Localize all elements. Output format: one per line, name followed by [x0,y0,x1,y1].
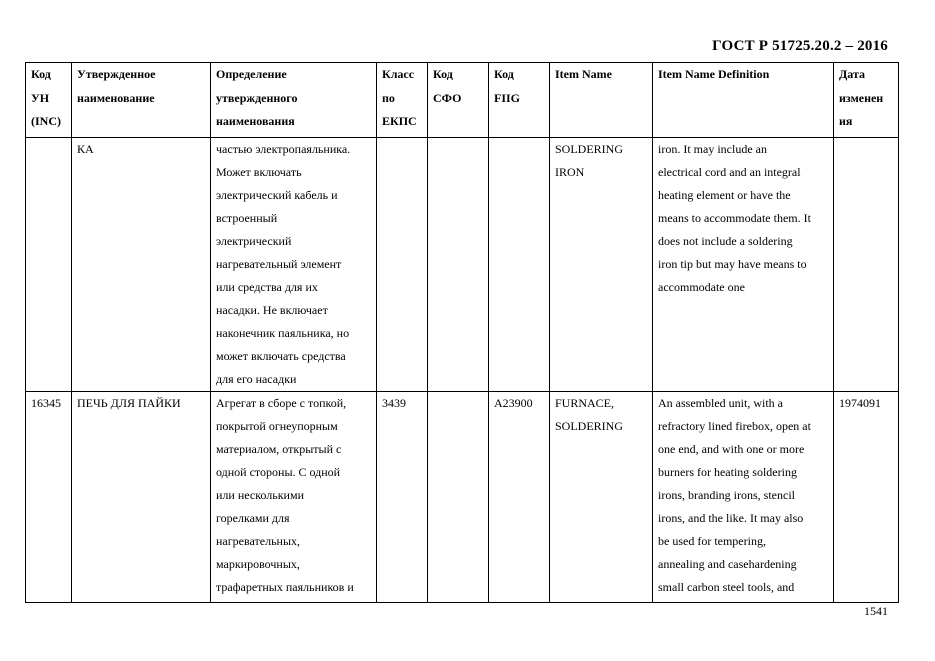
cell-item-name: SOLDERING IRON [550,138,653,392]
table-row [26,138,899,392]
cell-date: 1974091 [834,392,899,603]
cell-inc: 16345 [26,392,72,603]
table-row [26,392,899,603]
cell-fiig-code [489,138,550,392]
table-header-row [26,63,899,138]
header-item-name: Item Name [550,63,653,138]
cell-inc [26,138,72,392]
inc-table [25,62,899,603]
header-approved-name: Утвержденное наименование [72,63,211,138]
cell-definition: частью электропаяльника. Может включать электрический кабель и встроенный электрический нагревательный элемент или средства для их насадки. Не включает наконечник паяльника, но может включать средства для его насадки [211,138,377,392]
cell-date [834,138,899,392]
cell-sfo-code [428,138,489,392]
header-sfo-code: Код СФО [428,63,489,138]
cell-approved-name: ПЕЧЬ ДЛЯ ПАЙКИ [72,392,211,603]
cell-ekps-class [377,138,428,392]
cell-definition: Агрегат в сборе с топкой, покрытой огнеупорным материалом, открытый с одной стороны. С одной или несколькими горелками для нагревательных, маркировочных, трафаретных паяльников и [211,392,377,603]
header-definition: Определение утвержденного наименования [211,63,377,138]
cell-sfo-code [428,392,489,603]
header-fiig-code: Код FIIG [489,63,550,138]
header-date: Дата изменен ия [834,63,899,138]
header-ekps-class: Класс по ЕКПС [377,63,428,138]
header-item-name-definition: Item Name Definition [653,63,834,138]
document-standard-header: ГОСТ Р 51725.20.2 – 2016 [712,38,888,54]
cell-item-name: FURNACE, SOLDERING [550,392,653,603]
page-number: 1541 [864,604,888,618]
header-inc: Код УН (INC) [26,63,72,138]
cell-item-name-definition: An assembled unit, with a refractory lined firebox, open at one end, and with one or more burners for heating soldering irons, branding irons, stencil irons, and the like. It may also be used for tempering, annealing and casehardening small carbon steel tools, and [653,392,834,603]
cell-item-name-definition: iron. It may include an electrical cord and an integral heating element or have the means to accommodate them. It does not include a soldering iron tip but may have means to accommodate one [653,138,834,392]
cell-fiig-code: A23900 [489,392,550,603]
cell-ekps-class: 3439 [377,392,428,603]
cell-approved-name: КА [72,138,211,392]
